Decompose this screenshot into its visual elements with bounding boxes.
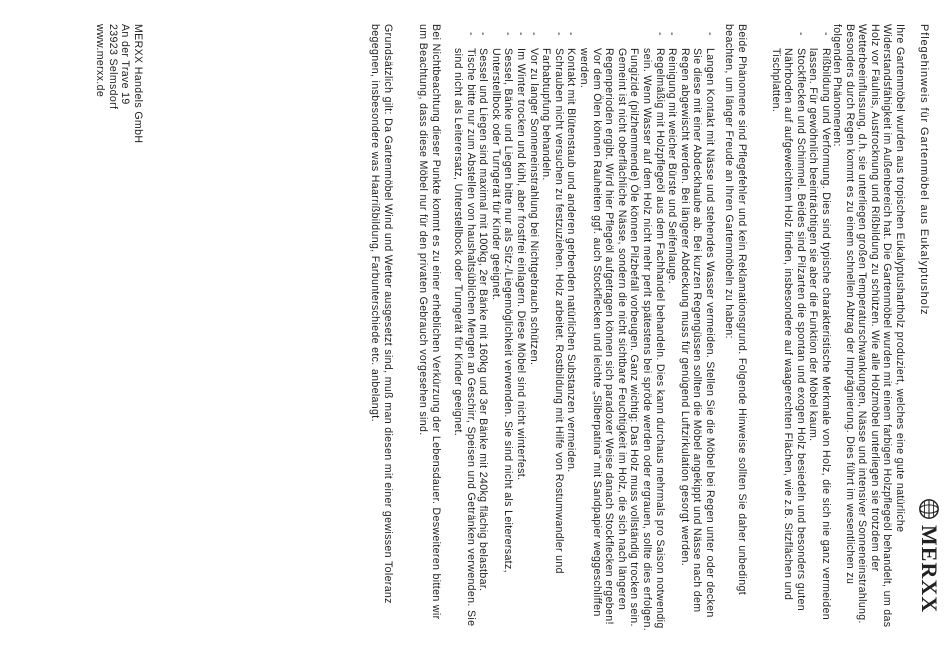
instructions-intro: Beide Phänomene sind Pflegefehler und kein Reklamationsgrund. Folgende Hinweise sollten Sie daher unbedingt beachten, um länger Freude an Ihren Gartenmöbeln zu haben: bbox=[723, 24, 748, 596]
list-item: - Reinigung mit weicher Bürste und Seifenlauge. bbox=[666, 28, 679, 634]
document-title: Pflegehinweis für Gartenmöbel aus Eukalyptusholz bbox=[918, 24, 930, 316]
tolerance-paragraph: Grundsätzlich gilt: Da Gartenmöbel Wind und Wetter ausgesetzt sind, muß man diesen mit einer gewissen Toleranz begegnen, insbesondere was Haarrißbildung, Farbunterschiede etc. anbelangt. bbox=[369, 24, 394, 604]
list-item: - Sessel und Liegen sind maximal mit 100kg, 2er Bänke mit 160kg und 3er Bänke mit 240kg flächig belastbar. bbox=[477, 28, 490, 634]
company-name: MERXX Handels GmbH bbox=[132, 24, 144, 144]
list-item: - Regelmäßig mit Holzpflegeöl aus dem Fachhandel behandeln. Dies kann durchaus mehrmals pro Saison notwendig sein. Wenn Wasser auf dem Holz nicht mehr perlt spätestens bei spröde werden oder ergrauen, sollte dies erfolgen. Fungizide (pilzhemmende) Öle können Pilzbefall vorbeugen. Ganz wichtig: Das Holz muss vollständig trocken sein. Gemeint ist nicht oberflächliche Nässe, sondern die nicht sichtbare Feuchtigkeit im Holz, die sich nach längeren Regenperioden ergibt. Wird hier Pflegeöl aufgetragen können sich paradoxer Weise danach Stockflecken ergeben! Vor dem Ölen können Rauheiten ggf. auch Stockflecken und leichte „Silberpatina“ mit Sandpapier weggeschliffen werden. bbox=[577, 28, 665, 634]
warning-paragraph: Bei Nichtbeachtung dieser Punkte kommt es zu einer erheblichen Verkürzung der Lebensdauer. Desweiteren bitten wir um Beachtung, dass diese Möbel nur für den privaten Gebrauch vorgesehen sind. bbox=[417, 24, 442, 620]
street: An der Trave 19 bbox=[119, 24, 132, 105]
company-address bbox=[94, 24, 144, 143]
list-item: - Langen Kontakt mit Nässe und stehendes Wasser vermeiden. Stellen Sie die Möbel bei Regen unter oder decken Sie diese mit einer Abdeckhaube ab. Bei kurzen Regengüssen sollten die Möbel angekippt und Nässe nach dem Regen abgewischt werden. Bei längerer Abdeckung muss für genügend Luftzirkulation gesorgt werden. bbox=[678, 28, 716, 634]
phenomena-list bbox=[769, 28, 832, 634]
globe-icon bbox=[918, 498, 940, 520]
brand-logo bbox=[917, 498, 943, 614]
list-item: - Schrauben nicht versuchen zu festzuziehen. Holz arbeitet. Rostbildung mit Hilfe von Rostumwandler und Farbabtupfung behandeln. bbox=[540, 28, 565, 634]
website-link[interactable]: www.merxx.de bbox=[94, 24, 107, 98]
care-tips-list bbox=[452, 28, 716, 634]
intro-paragraph: Ihre Gartenmöbel wurden aus tropischen Eukalyptushartholz produziert, welches eine gute natürliche Widerstandsfähigkeit im Außenbereich hat. Die Gartenmöbel wurden mit einem farbigen Holzpflegeöl behandelt, um das Holz vor Fäulnis, Austrocknung und Rißbildung zu schützen. Wie alle Holzmöbel unterliegen sie trotzdem der Wetterbeeinflussung, d.h. sie unterliegen großen Temperaturschwankungen, Nässe und intensiver Sonneneinstrahlung. Besonders durch Regen kommt es zu einem schnellen Abtrag der Imprägnierung. Dies führt im wesentlichen zu folgenden Phänomenen: bbox=[831, 24, 906, 628]
list-item: - Rißbildung und Verformung. Dies sind typische charakteristische Merkmale von Holz, die sich nie ganz vermeiden lassen. Für gewöhnlich beeinträchtigen sie aber die Funktion der Möbel kaum. bbox=[807, 28, 832, 634]
city: 23923 Selmsdorf bbox=[106, 24, 119, 110]
list-item: - Stockflecken und Schimmel. Beides sind Pilzarten die spontan und exogen Holz besiedeln und besonders guten Nährboden auf aufgeweichtem Holz finden, insbesondere auf waagerechten Flächen, wie z.B. Sitzflächen und Tischplatten. bbox=[769, 28, 807, 634]
list-item: - Sessel, Bänke und Liegen bitte nur als Sitz-/Liegemöglichkeit verwenden. Sie sind nicht als Leiterersatz, Unterstellbock oder Turngerät für Kinder geeignet. bbox=[489, 28, 514, 634]
list-item: - Im Winter trocken und kühl, aber frostfrei einlagern. Diese Möbel sind nicht winterfest. bbox=[515, 28, 528, 634]
list-item: - Vor zu langer Sonneneinstrahlung bei Nichtgebrauch schützen. bbox=[527, 28, 540, 634]
list-item: - Kontakt mit Blütenstaub und anderen gerbenden natürlichen Substanzen vermeiden. bbox=[565, 28, 578, 634]
list-item: - Tische bitte nur zum Abstellen von haushaltsüblichen Mengen an Geschirr, Speisen und Getränken verwenden. Sie sind nicht als Leiterersatz, Unterstellbock oder Turngerät für Kinder geeignet. bbox=[452, 28, 477, 634]
brand-name: MERXX bbox=[917, 525, 943, 614]
